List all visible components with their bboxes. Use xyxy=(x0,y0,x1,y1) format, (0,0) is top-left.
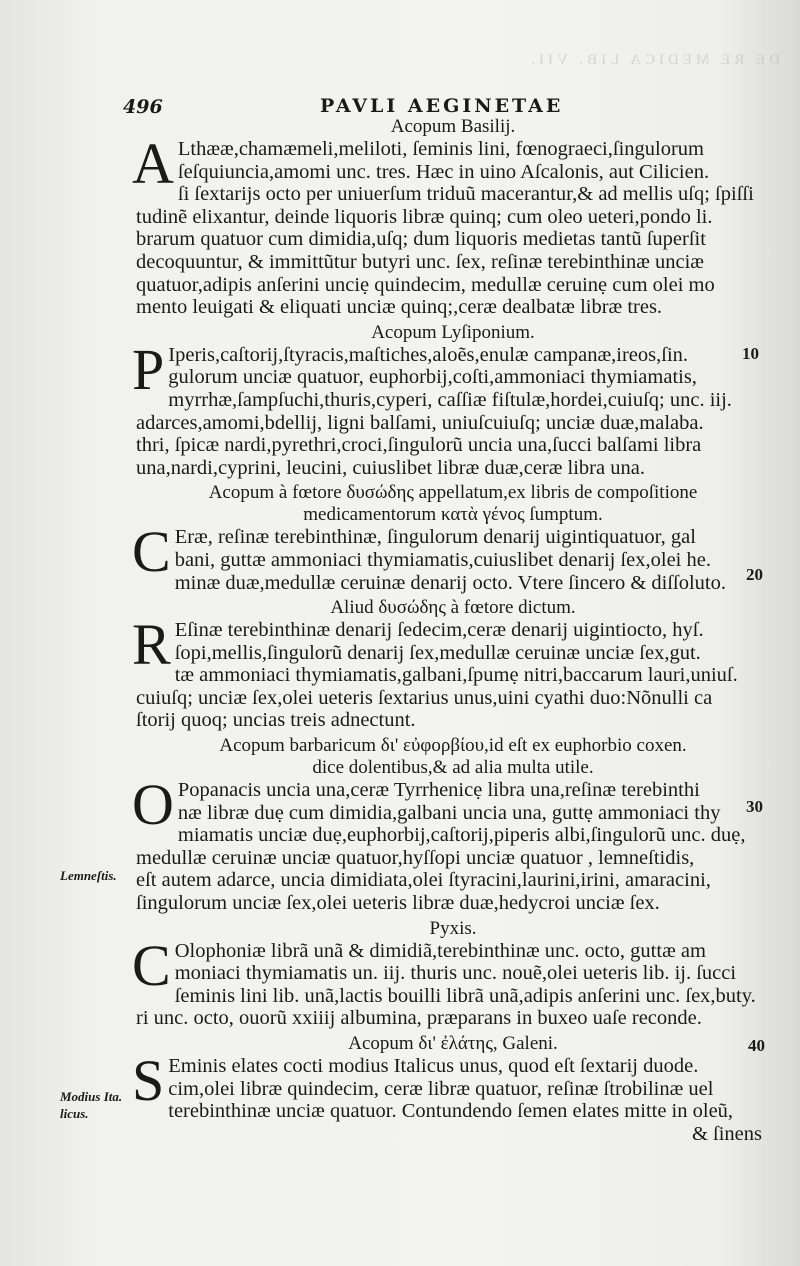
drop-cap: A xyxy=(132,131,174,196)
text-line: bani, guttæ ammoniaci thymiamatis,cuiuslibet denarij ſex,olei he. xyxy=(174,548,711,571)
text-line: una,nardi,cyprini, leucini, cuiuslibet libræ duæ,ceræ libra una. xyxy=(136,456,645,479)
paragraph xyxy=(132,336,770,480)
text-line: cuiuſq; unciæ ſex,olei ueteris ſextarius unus,uini cyathi duo:Nõnulli ca xyxy=(136,686,713,709)
text-line: Olophoniæ librã unã & dimidiã,terebinthinæ unc. octo, guttæ am xyxy=(174,939,706,962)
text-line: myrrhæ,ſampſuchi,thuris,cyperi, caſſiæ fiſtulæ,hordei,cuiuſq; unc. iij. xyxy=(168,388,732,411)
running-head: PAVLI AEGINETAE xyxy=(320,95,564,117)
text-line: cim,olei libræ quindecim, ceræ libræ quatuor, reſinæ ſtrobilinæ uel xyxy=(168,1077,714,1100)
text-line: tudinẽ elixantur, deinde liquoris libræ quinq; cum oleo ueteri,pondo li. xyxy=(136,205,713,228)
text-line: ſi ſextarijs octo per uniuerſum triduũ macerantur,& ad mellis uſq; ſpiſſi xyxy=(177,183,754,206)
line-number: 40 xyxy=(748,1036,765,1055)
margin-note-lemnestis: Lemneſtis. xyxy=(60,868,117,883)
text-line: miamatis unciæ duẹ,euphorbij,caſtorij,piperis albi,ſingulorũ unc. duẹ, xyxy=(177,824,746,847)
text-line: ſingulorum unciæ ſex,olei ueteris libræ duæ,hedycroi unciæ ſex. xyxy=(136,892,660,915)
text-line: mento leuigati & eliquati unciæ quinq;,ceræ dealbatæ libræ tres. xyxy=(136,296,663,319)
text-line: ſtorij quoq; uncias treis adnectunt. xyxy=(136,709,416,732)
drop-cap: R xyxy=(132,612,171,678)
text-line: ſeſquiuncia,amomi unc. tres. Hæc in uino Aſcalonis, aut Cilicien. xyxy=(177,160,710,183)
catchword: & ſinens xyxy=(691,1122,762,1145)
section-heading-continued: medicamentorum κατὰ γένος ſumptum. xyxy=(303,504,603,526)
text-line: terebinthinæ unciæ quatuor. Contundendo ſemen elates mitte in oleũ, xyxy=(168,1100,734,1123)
text-line: Popanacis uncia una,ceræ Tyrrhenicẹ libra una,reſinæ terebinthi xyxy=(177,779,700,802)
paragraph xyxy=(132,1048,770,1145)
paragraph xyxy=(132,131,770,319)
paragraph xyxy=(132,612,770,732)
drop-cap: S xyxy=(132,1048,165,1113)
main-text-block xyxy=(132,116,770,1148)
section-heading: Acopum Basilij. xyxy=(390,116,516,137)
text-line: eſt autem adarce, uncia dimidiata,olei ſtyracini,laurini,irini, amaracini, xyxy=(136,869,711,892)
drop-cap: C xyxy=(132,932,171,998)
text-line: ſopi,mellis,ſingulorũ denarij ſex,medullæ ceruinæ unciæ ſex,gut. xyxy=(174,641,701,664)
section-heading: Pyxis. xyxy=(429,917,477,939)
line-number: 20 xyxy=(746,565,763,584)
drop-cap: O xyxy=(132,772,174,838)
text-line: minæ duæ,medullæ ceruinæ denarij octo. Vtere ſincero & diſſoluto. xyxy=(174,571,727,594)
page-number: 496 xyxy=(123,96,163,118)
text-line: ri unc. octo, ouorũ xxiiij albumina, præparans in buxeo uaſe reconde. xyxy=(136,1007,702,1030)
line-number: 10 xyxy=(742,344,759,363)
section-heading: Acopum Lyſiponium. xyxy=(371,321,535,343)
text-line: decoquuntur, & immittũtur butyri unc. ſex, reſinæ terebinthinæ unciæ xyxy=(136,250,704,273)
section-heading: Acopum δι' ἐλάτης, Galeni. xyxy=(348,1033,558,1054)
section-heading-continued: dice dolentibus,& ad alia multa utile. xyxy=(312,757,594,779)
paragraph xyxy=(132,519,770,594)
text-line: Eminis elates cocti modius Italicus unus, quod eſt ſextarij duode. xyxy=(168,1055,699,1077)
text-line: gulorum unciæ quatuor, euphorbij,coſti,ammoniaci thymiamatis, xyxy=(168,366,697,389)
line-number: 30 xyxy=(746,797,763,816)
text-line: tæ ammoniaci thymiamatis,galbani,ſpumẹ nitri,baccarum lauri,uniuſ. xyxy=(174,664,738,687)
text-line: Eræ, reſinæ terebinthinæ, ſingulorum denarij uigintiquatuor, gal xyxy=(174,526,696,549)
bleed-through-text: DE RE MEDICA LIB. VII. xyxy=(527,52,780,68)
text-line: Eſinæ terebinthinæ denarij ſedecim,ceræ denarij uigintiocto, hyſ. xyxy=(174,619,704,642)
text-line: adarces,amomi,bdellij, ligni balſami, uniuſcuiuſq; unciæ duæ,malaba. xyxy=(136,411,704,434)
text-line: ſeminis lini lib. unã,lactis bouilli librã unã,adipis anſerini unc. ſex,buty. xyxy=(174,984,756,1007)
section-heading: Acopum à fœtore δυσώδης appellatum,ex libris de compoſitione xyxy=(208,482,698,504)
text-line: medullæ ceruinæ unciæ quatuor,hyſſopi unciæ quatuor , lemneſtidis, xyxy=(136,846,695,869)
section-heading: Acopum barbaricum δι' εὐφορβίου,id eſt ex euphorbio coxen. xyxy=(219,735,687,757)
text-line: thri, ſpicæ nardi,pyrethri,croci,ſingulorũ uncia una,ſucci balſami libra xyxy=(136,434,702,457)
text-line: Iperis,caſtorij,ſtyracis,maſtiches,aloẽs,enulæ campanæ,ireos,ſin. xyxy=(168,343,689,366)
text-line: moniaci thymiamatis un. iij. thuris unc. nouẽ,olei ueteris lib. ij. ſucci xyxy=(174,962,737,985)
paragraph xyxy=(132,772,770,915)
paragraph xyxy=(132,932,770,1030)
text-line: quatuor,adipis anſerini unciẹ quindecim, medullæ ceruinẹ cum olei mo xyxy=(136,273,715,296)
text-line: næ libræ duẹ cum dimidia,galbani uncia una, guttẹ ammoniaci thy xyxy=(177,801,721,824)
drop-cap: P xyxy=(132,336,165,402)
text-line: brarum quatuor cum dimidia,uſq; dum liquoris medietas tantũ ſuperſit xyxy=(136,228,706,251)
section-heading: Aliud δυσώδης à fœtore dictum. xyxy=(330,597,576,619)
text-line: Lthææ,chamæmeli,meliloti, ſeminis lini, fœnograeci,ſingulorum xyxy=(177,138,704,160)
margin-note-modius: Modius Ita. licus. xyxy=(60,1089,123,1121)
drop-cap: C xyxy=(132,519,171,585)
